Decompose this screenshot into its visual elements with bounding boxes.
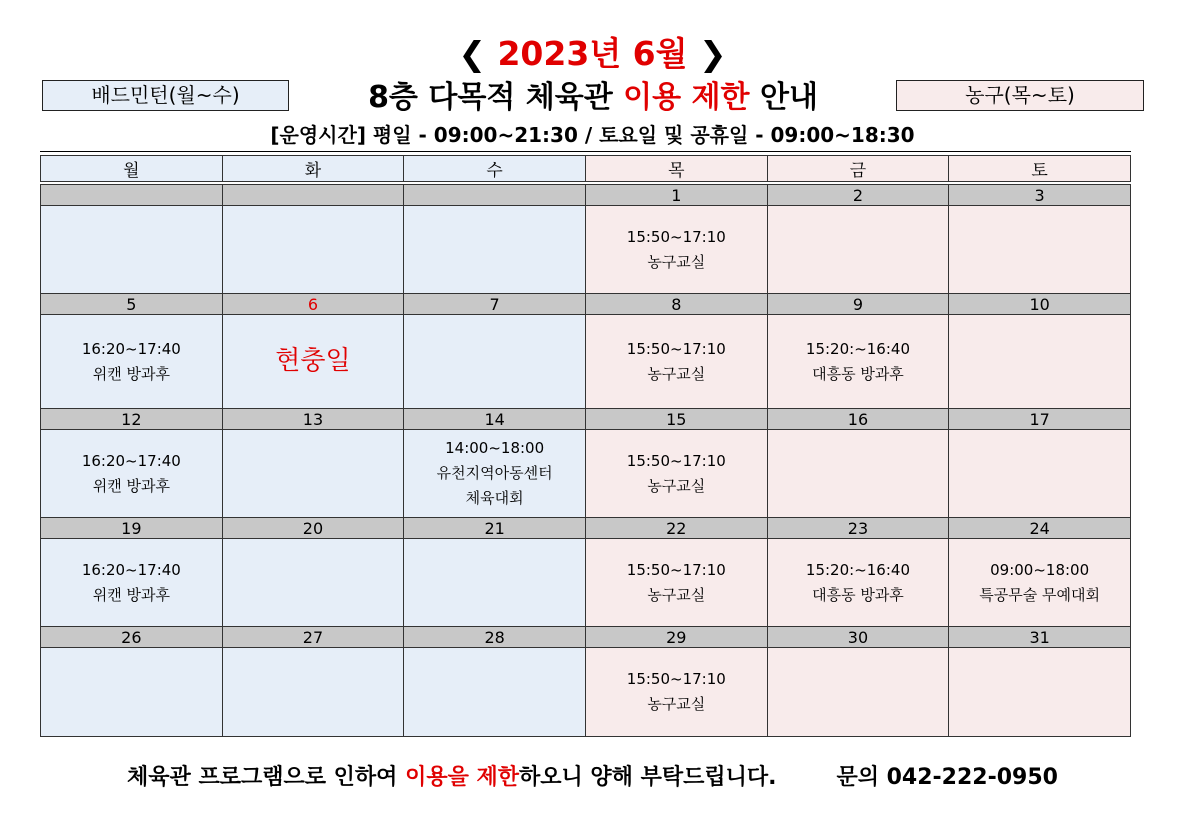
date-number: 7 <box>404 294 586 315</box>
event-line: 16:20~17:40 <box>81 339 181 358</box>
event-line: 16:20~17:40 <box>81 560 181 579</box>
contact-info: 문의 042-222-0950 <box>836 765 1058 790</box>
operating-hours: [운영시간] 평일 - 09:00~21:30 / 토요일 및 공휴일 - 09:00~18:30 <box>270 123 915 147</box>
event-cell <box>404 430 586 518</box>
event-cell <box>222 315 404 409</box>
date-number: 16 <box>767 409 949 430</box>
event-line: 15:50~17:10 <box>626 670 726 688</box>
event-line: 농구교실 <box>647 364 706 383</box>
date-row <box>41 409 1131 430</box>
date-number <box>41 185 223 206</box>
event-cell <box>767 206 949 294</box>
event-line: 15:20:~16:40 <box>805 339 910 358</box>
event-cell <box>767 315 949 409</box>
event-cell <box>949 539 1131 627</box>
title-suffix: 안내 <box>749 80 818 115</box>
footer-notice <box>0 762 1185 794</box>
date-number: 23 <box>767 518 949 539</box>
event-cell <box>41 430 223 518</box>
weekday-header: 월 <box>41 156 223 182</box>
date-row <box>41 518 1131 539</box>
date-number: 10 <box>949 294 1131 315</box>
date-number: 3 <box>949 185 1131 206</box>
month-label: 2023년 6월 <box>497 34 688 73</box>
event-cell <box>404 539 586 627</box>
event-row <box>41 315 1131 409</box>
event-cell <box>41 315 223 409</box>
date-number: 15 <box>585 409 767 430</box>
chevron-right-icon: ❯ <box>699 34 727 73</box>
date-number <box>222 185 404 206</box>
event-cell <box>222 206 404 294</box>
month-title <box>0 34 1185 74</box>
date-number: 13 <box>222 409 404 430</box>
page-title <box>290 78 896 118</box>
date-number: 2 <box>767 185 949 206</box>
event-line: 15:50~17:10 <box>626 451 726 470</box>
event-line: 15:50~17:10 <box>626 339 726 358</box>
event-line: 위캔 방과후 <box>92 364 170 383</box>
event-line: 16:20~17:40 <box>81 451 181 470</box>
event-line: 유천지역아동센터 <box>436 464 553 482</box>
badminton-badge: 배드민턴(월~수) <box>42 80 289 111</box>
event-row <box>41 206 1131 294</box>
date-number: 12 <box>41 409 223 430</box>
event-row <box>41 539 1131 627</box>
weekday-header: 토 <box>949 156 1131 182</box>
calendar <box>40 155 1131 745</box>
date-number: 1 <box>585 185 767 206</box>
date-row <box>41 294 1131 315</box>
event-line: 체육대회 <box>465 489 524 507</box>
event-line: 09:00~18:00 <box>990 560 1090 579</box>
date-number: 6 <box>222 294 404 315</box>
date-number: 19 <box>41 518 223 539</box>
event-line: 15:20:~16:40 <box>805 560 910 579</box>
event-cell <box>949 206 1131 294</box>
event-cell <box>222 648 404 737</box>
date-number: 30 <box>767 627 949 648</box>
event-cell <box>41 539 223 627</box>
event-cell <box>585 430 767 518</box>
event-line: 14:00~18:00 <box>445 439 545 457</box>
date-number: 31 <box>949 627 1131 648</box>
date-number: 27 <box>222 627 404 648</box>
event-line: 위캔 방과후 <box>92 476 170 495</box>
event-cell <box>585 648 767 737</box>
event-cell <box>767 648 949 737</box>
event-cell <box>949 648 1131 737</box>
date-number: 24 <box>949 518 1131 539</box>
event-cell <box>404 206 586 294</box>
footer-suffix: 하오니 양해 부탁드립니다. <box>518 765 777 790</box>
chevron-left-icon: ❮ <box>458 34 486 73</box>
event-cell <box>585 539 767 627</box>
date-number <box>404 185 586 206</box>
weekday-header-row <box>41 156 1131 182</box>
date-number: 5 <box>41 294 223 315</box>
event-cell <box>585 206 767 294</box>
holiday-label: 현충일 <box>275 346 351 376</box>
event-cell <box>404 315 586 409</box>
event-cell <box>41 648 223 737</box>
basketball-badge: 농구(목~토) <box>896 80 1144 111</box>
event-line: 15:50~17:10 <box>626 227 726 246</box>
date-number: 20 <box>222 518 404 539</box>
title-highlight: 이용 제한 <box>623 80 750 115</box>
event-cell <box>404 648 586 737</box>
event-line: 농구교실 <box>647 476 706 495</box>
date-row <box>41 627 1131 648</box>
event-cell <box>41 206 223 294</box>
footer-highlight: 이용을 제한 <box>405 765 519 790</box>
event-cell <box>222 539 404 627</box>
date-row <box>41 185 1131 206</box>
event-line: 특공무술 무예대회 <box>979 585 1100 604</box>
event-row <box>41 648 1131 737</box>
weekday-header: 화 <box>222 156 404 182</box>
event-line: 농구교실 <box>647 585 706 604</box>
event-cell <box>949 315 1131 409</box>
weekday-header: 금 <box>767 156 949 182</box>
title-prefix: 8층 다목적 체육관 <box>368 80 624 115</box>
date-number: 26 <box>41 627 223 648</box>
weekday-header: 수 <box>404 156 586 182</box>
weekday-header: 목 <box>585 156 767 182</box>
date-number: 28 <box>404 627 586 648</box>
date-number: 14 <box>404 409 586 430</box>
event-cell <box>949 430 1131 518</box>
date-number: 22 <box>585 518 767 539</box>
date-number: 21 <box>404 518 586 539</box>
event-line: 위캔 방과후 <box>92 585 170 604</box>
event-line: 대흥동 방과후 <box>812 364 904 383</box>
event-line: 농구교실 <box>647 252 706 271</box>
event-cell <box>767 430 949 518</box>
date-number: 17 <box>949 409 1131 430</box>
event-cell <box>222 430 404 518</box>
date-number: 8 <box>585 294 767 315</box>
event-line: 15:50~17:10 <box>626 560 726 579</box>
event-line: 대흥동 방과후 <box>812 585 904 604</box>
calendar-table <box>40 155 1131 737</box>
footer-prefix: 체육관 프로그램으로 인하여 <box>127 765 406 790</box>
event-line: 농구교실 <box>647 695 706 713</box>
date-number: 29 <box>585 627 767 648</box>
date-number: 9 <box>767 294 949 315</box>
event-cell <box>585 315 767 409</box>
top-divider <box>40 151 1131 152</box>
event-row <box>41 430 1131 518</box>
event-cell <box>767 539 949 627</box>
